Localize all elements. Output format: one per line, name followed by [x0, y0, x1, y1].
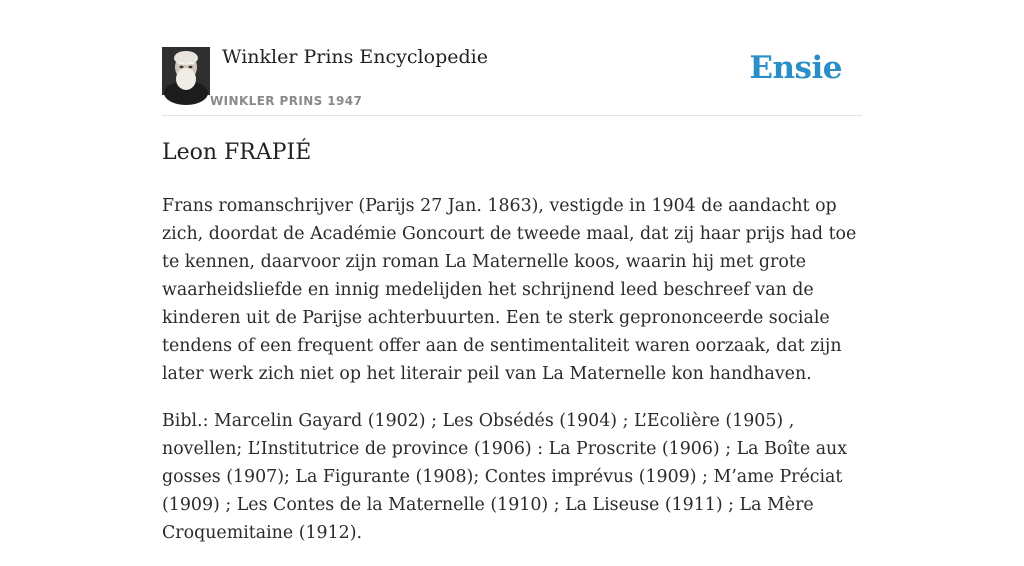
article-paragraph-bibliography: Bibl.: Marcelin Gayard (1902) ; Les Obsédés (1904) ; L’Ecolière (1905) , novellen; L’Institutrice de province (1906) : La Proscrite (1906) ; La Boîte aux gosses (1907); La Figurante (1908); Contes imprévus (1909) ; M’ame Préciat (1909) ; Les Contes de la Maternelle (1910) ; La Liseuse (1911) ; La Mère Croquemitaine (1912).: [162, 411, 848, 543]
article-body: [162, 192, 862, 566]
ensie-logo[interactable]: Ensie: [749, 50, 842, 86]
site-header: [162, 46, 862, 116]
bearded-man-portrait-icon[interactable]: [162, 47, 210, 95]
article-title: Leon FRAPIÉ: [162, 140, 312, 165]
source-label: WINKLER PRINS 1947: [210, 94, 363, 108]
site-title[interactable]: Winkler Prins Encyclopedie: [222, 46, 488, 68]
article-paragraph-definition: Frans romanschrijver (Parijs 27 Jan. 1863), vestigde in 1904 de aandacht op zich, doordat de Académie Goncourt de tweede maal, dat zij haar prijs had toe te kennen, daarvoor zijn roman La Maternelle koos, waarin hij met grote waarheidsliefde en innig medelijden het schrijnend leed beschreef van de kinderen uit de Parijse achterbuurten. Een te sterk geprononceerde sociale tendens of een frequent offer aan de sentimentaliteit waren oorzaak, dat zijn later werk zich niet op het literair peil van La Maternelle kon handhaven.: [162, 196, 857, 384]
header-divider: [162, 115, 862, 116]
